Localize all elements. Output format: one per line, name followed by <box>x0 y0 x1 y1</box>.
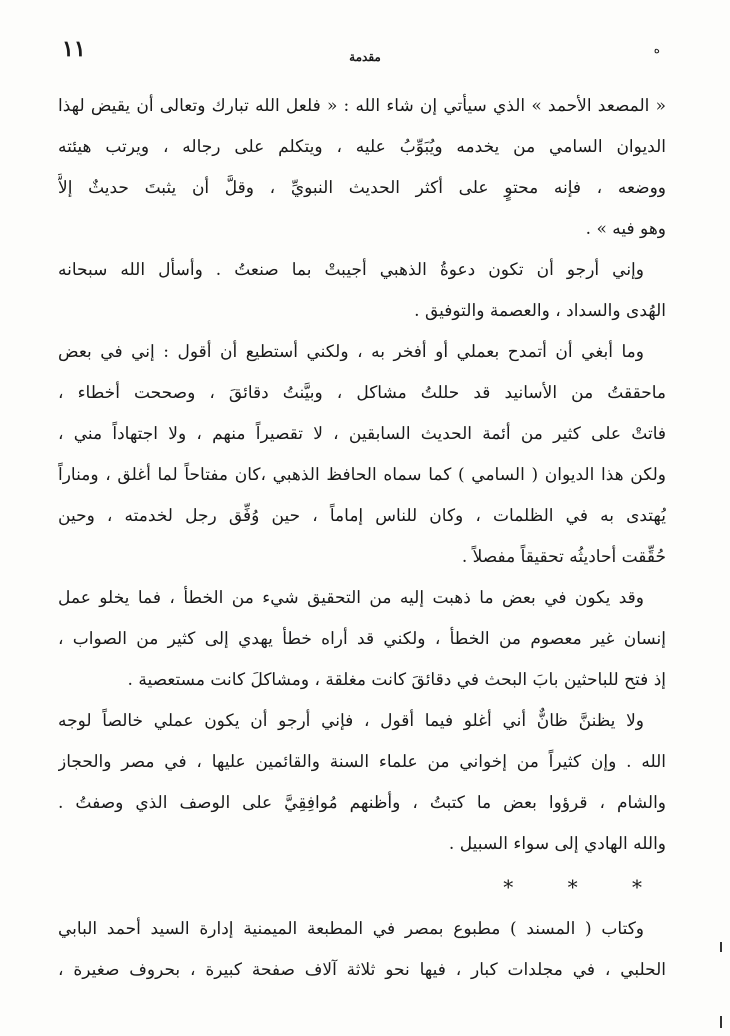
section-separator: * * * <box>503 875 666 899</box>
text-line: والله الهادي إلى سواء السبيل . <box>448 834 666 854</box>
main-text <box>58 86 666 991</box>
text-line: إذ فتح للباحثين بابَ البحث في دقائقَ كانت مغلقة ، ومشاكلَ كانت مستعصية . <box>127 670 666 690</box>
text-line: حُقِّقت أحاديثُه تحقيقاً مفصلاً . <box>461 547 666 567</box>
text-line: وقد يكون في بعض ما ذهبت إليه من التحقيق شيء من الخطأ ، فما يخلو عمل <box>58 588 645 608</box>
text-line: يُهتدى به في الظلمات ، وكان للناس إماماً ، حين وُفِّق رجل لخدمته ، وحين <box>58 506 666 526</box>
running-head: مقدمة <box>349 50 381 64</box>
text-line: الله . وإن كثيراً من إخواني من علماء السنة والقائمين عليها ، في مصر والحجاز <box>58 752 666 772</box>
text-line: الديوان السامي من يخدمه ويُبَوِّبُ عليه ، ويتكلم على رجاله ، ويرتب هيئته <box>58 137 666 157</box>
page-number: ١١ <box>62 36 86 62</box>
text-line: إنسان غير معصوم من الخطأ ، ولكني قد أراه خطأ يهدي إلى كثير من الصواب ، <box>58 629 666 649</box>
text-line: ولا يظننَّ ظانٌّ أني أغلو فيما أقول ، فإني أرجو أن يكون عملي خالصاً لوجه <box>58 711 644 731</box>
text-line: وما أبغي أن أتمدح بعملي أو أفخر به ، ولكني أستطيع أن أقول : إني في بعض <box>58 342 644 362</box>
text-line: فاتتْ على كثير من أئمة الحديث السابقين ، لا تقصيراً منهم ، ولا اجتهاداً مني ، <box>58 424 666 444</box>
text-line: وإني أرجو أن تكون دعوةُ الذهبي أجيبتْ بما صنعتُ . وأسأل الله سبحانه <box>58 260 644 280</box>
text-line: ووضعه ، فإنه محتوٍ على أكثر الحديث النبويِّ ، وقلَّ أن يثبتَ حديثٌ إلاَّ <box>58 178 666 198</box>
text-line: الحلبي ، في مجلدات كبار ، فيها نحو ثلاثة آلاف صفحة كبيرة ، بحروف صغيرة ، <box>58 960 666 980</box>
margin-tick <box>720 1016 722 1028</box>
text-line: ماحققتُ من الأسانيد قد حللتُ مشاكل ، وبيَّنتُ دقائقَ ، وصححت أخطاء ، <box>58 383 666 403</box>
margin-tick <box>720 942 722 952</box>
text-line: وكتاب ( المسند ) مطبوع بمصر في المطبعة الميمنية إدارة السيد أحمد البابي <box>58 919 644 939</box>
corner-dot: ه <box>653 42 660 56</box>
text-line: والشام ، قرؤوا بعض ما كتبتُ ، وأظنهم مُوافِقِيَّ على الوصف الذي وصفتُ . <box>58 793 666 813</box>
text-line: « المصعد الأحمد » الذي سيأتي إن شاء الله : « فلعل الله تبارك وتعالى أن يقيض لهذا <box>58 96 666 116</box>
text-line: ولكن هذا الديوان ( السامي ) كما سماه الحافظ الذهبي ،كان مفتاحاً لما أغلق ، ومناراً <box>58 465 666 485</box>
text-line: الهُدى والسداد ، والعصمة والتوفيق . <box>414 301 666 321</box>
text-line: وهو فيه » . <box>585 219 666 239</box>
